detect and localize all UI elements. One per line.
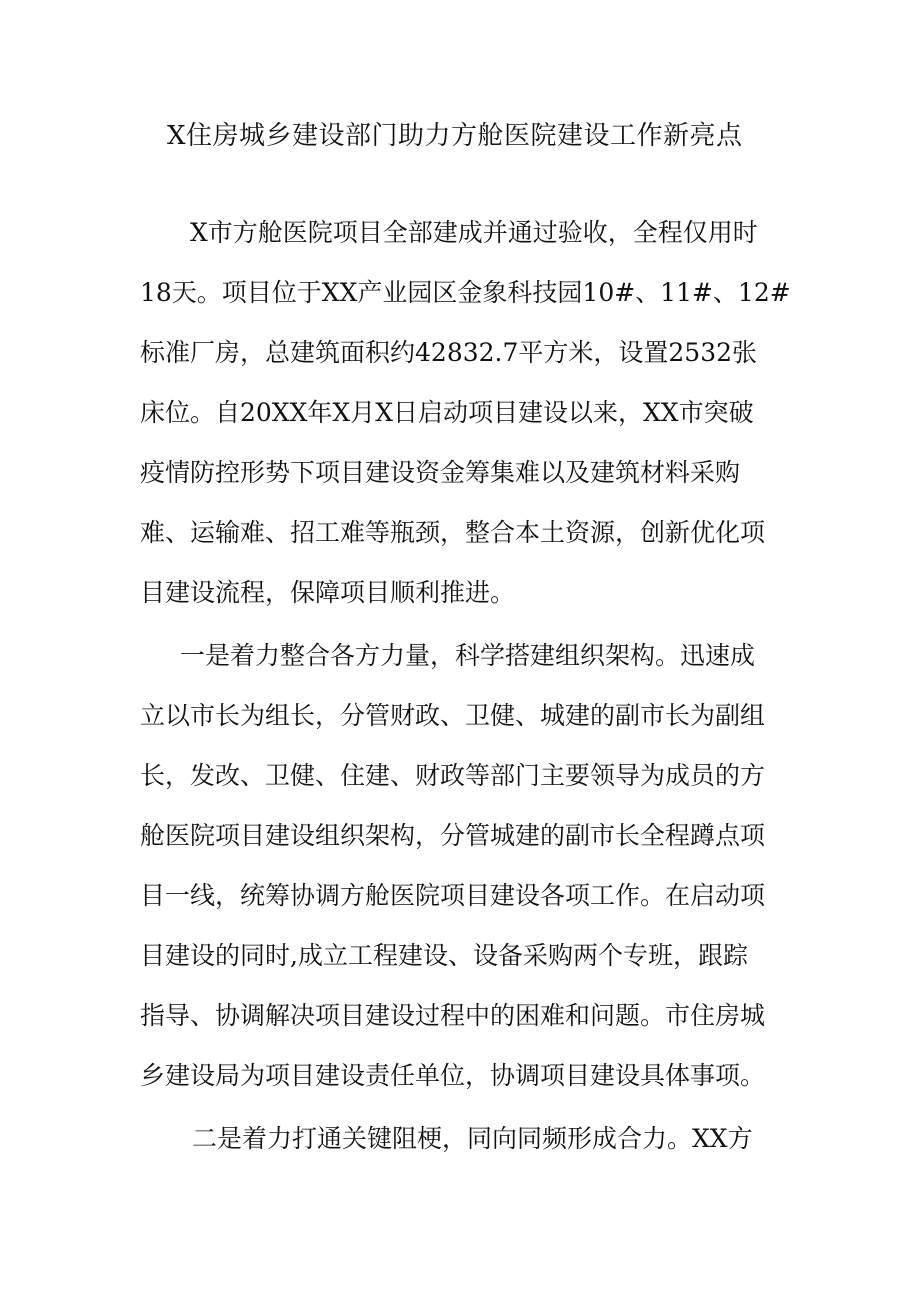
paragraph-line: 床位。自20XX年X月X日启动项目建设以来，XX市突破	[140, 398, 754, 427]
paragraph-line: 目一线，统筹协调方舱医院项目建设各项工作。在启动项	[140, 881, 766, 910]
paragraph-line: 目建设流程，保障项目顺利推进。	[140, 578, 516, 607]
paragraph-line: 舱医院项目建设组织架构，分管城建的副市长全程蹲点项	[140, 821, 766, 850]
paragraph-line: 目建设的同时,成立工程建设、设备采购两个专班，跟踪	[140, 941, 748, 970]
paragraph-line: 标准厂房，总建筑面积约42832.7平方米，设置2532张	[140, 338, 758, 367]
paragraph-line: 指导、协调解决项目建设过程中的困难和问题。市住房城	[140, 1001, 766, 1030]
paragraph-line: 难、运输难、招工难等瓶颈，整合本土资源，创新优化项	[140, 518, 766, 547]
paragraph-line: 乡建设局为项目建设责任单位，协调项目建设具体事项。	[140, 1061, 766, 1090]
document-title: X住房城乡建设部门助力方舱医院建设工作新亮点	[167, 121, 743, 151]
paragraph-line: 18天。项目位于XX产业园区金象科技园10#、11#、12#	[140, 278, 791, 307]
paragraph-line: 长，发改、卫健、住建、财政等部门主要领导为成员的方	[140, 761, 766, 790]
paragraph-line: 立以市长为组长，分管财政、卫健、城建的副市长为副组	[140, 701, 766, 730]
paragraph-line: X市方舱医院项目全部建成并通过验收，全程仅用时	[190, 218, 758, 247]
paragraph-line: 二是着力打通关键阻梗，同向同频形成合力。XX方	[192, 1124, 753, 1153]
paragraph-line: 疫情防控形势下项目建设资金筹集难以及建筑材料采购	[140, 458, 741, 487]
paragraph-line: 一是着力整合各方力量，科学搭建组织架构。迅速成	[180, 641, 756, 670]
